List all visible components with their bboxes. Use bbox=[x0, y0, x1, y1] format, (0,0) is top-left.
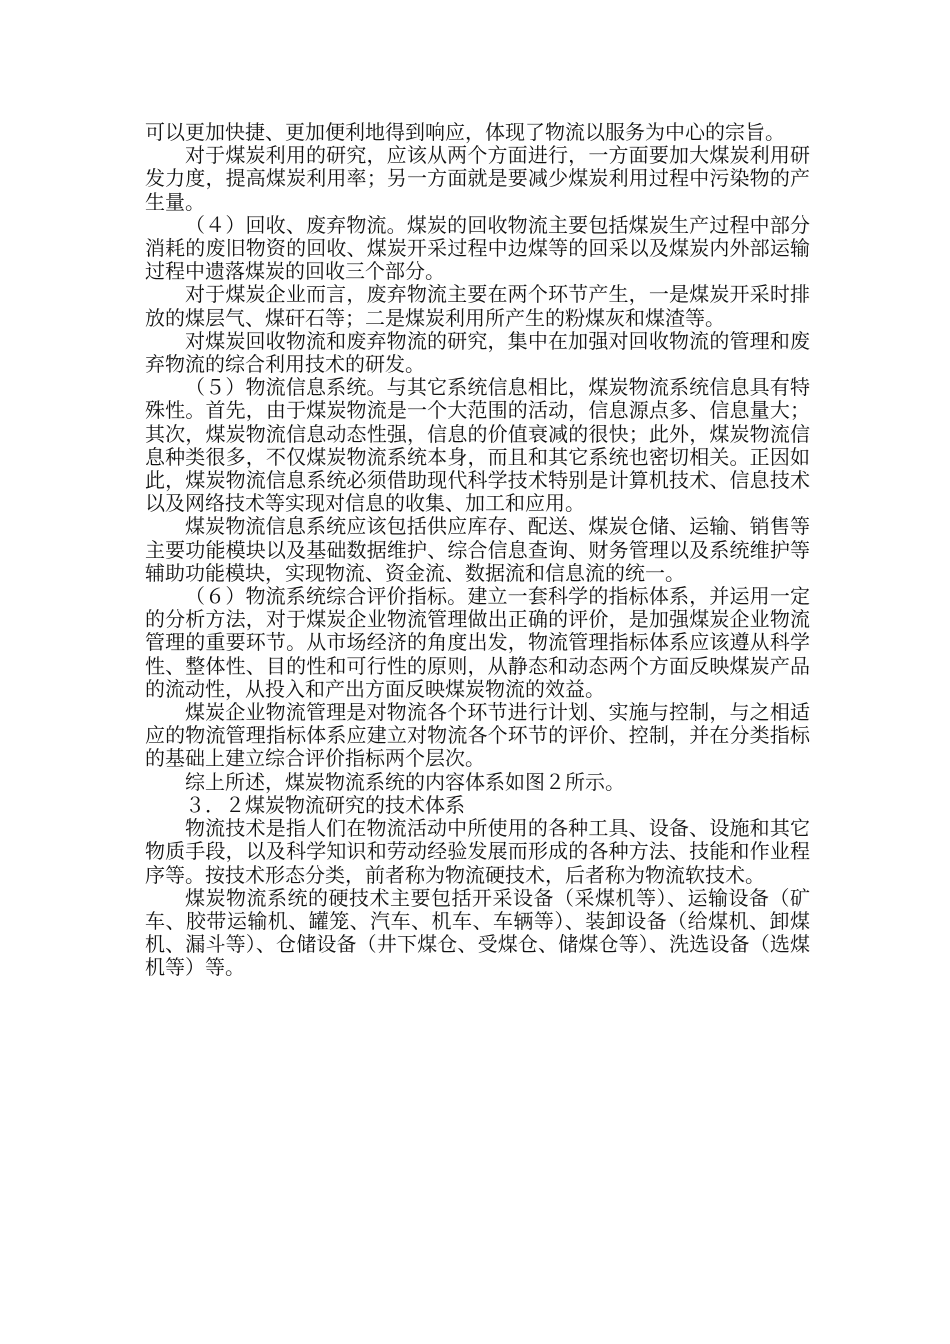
paragraph-recycling-logistics: （４）回收、废弃物流。煤炭的回收物流主要包括煤炭生产过程中部分消耗的废旧物资的回收、煤炭开采过程中边煤等的回采以及煤炭内外部运输过程中遗落煤炭的回收三个部分。 bbox=[145, 212, 810, 284]
paragraph-logistics-technology: 物流技术是指人们在物流活动中所使用的各种工具、设备、设施和其它物质手段，以及科学知识和劳动经验发展而形成的各种方法、技能和作业程序等。按技术形态分类，前者称为物流硬技术，后者称为物流软技术。 bbox=[145, 816, 810, 887]
paragraph-information-system: （５）物流信息系统。与其它系统信息相比，煤炭物流系统信息具有特殊性。首先，由于煤炭物流是一个大范围的活动，信息源点多、信息量大；其次，煤炭物流信息动态性强，信息的价值衰减的很快；此外，煤炭物流信息种类很多，不仅煤炭物流系统本身，而且和其它系统也密切相关。正因如此，煤炭物流信息系统必须借助现代科学技术特别是计算机技术、信息技术以及网络技术等实现对信息的收集、加工和应用。 bbox=[145, 375, 810, 516]
section-heading: ３．２煤炭物流研究的技术体系 bbox=[185, 792, 465, 817]
paragraph-coal-utilization: 对于煤炭利用的研究，应该从两个方面进行，一方面要加大煤炭利用研发力度，提高煤炭利用率；另一方面就是要减少煤炭利用过程中污染物的产生量。 bbox=[145, 143, 810, 214]
document-page bbox=[145, 121, 810, 980]
paragraph-evaluation-indicators: （６）物流系统综合评价指标。建立一套科学的指标体系，并运用一定的分析方法，对于煤炭企业物流管理做出正确的评价，是加强煤炭企业物流管理的重要环节。从市场经济的角度出发，物流管理指标体系应该遵从科学性、整体性、目的性和可行性的原则，从静态和动态两个方面反映煤炭产品的流动性，从投入和产出方面反映煤炭物流的效益。 bbox=[145, 584, 810, 701]
paragraph-recycling-research: 对煤炭回收物流和废弃物流的研究，集中在加强对回收物流的管理和废弃物流的综合利用技术的研发。 bbox=[145, 328, 810, 377]
paragraph-summary: 综上所述，煤炭物流系统的内容体系如图２所示。 bbox=[185, 769, 625, 794]
paragraph-management-indicators: 煤炭企业物流管理是对物流各个环节进行计划、实施与控制，与之相适应的物流管理指标体系应建立对物流各个环节的评价、控制，并在分类指标的基础上建立综合评价指标两个层次。 bbox=[145, 700, 810, 771]
paragraph-hard-technology: 煤炭物流系统的硬技术主要包括开采设备（采煤机等）、运输设备（矿车、胶带运输机、罐笼、汽车、机车、车辆等）、装卸设备（给煤机、卸煤机、漏斗等）、仓储设备（井下煤仓、受煤仓、储煤仓等）、洗选设备（选煤机等）等。 bbox=[145, 885, 810, 980]
paragraph-information-modules: 煤炭物流信息系统应该包括供应库存、配送、煤炭仓储、运输、销售等主要功能模块以及基础数据维护、综合信息查询、财务管理以及系统维护等辅助功能模块，实现物流、资金流、数据流和信息流的统一。 bbox=[145, 514, 810, 585]
paragraph-waste-logistics: 对于煤炭企业而言，废弃物流主要在两个环节产生，一是煤炭开采时排放的煤层气、煤矸石等；二是煤炭利用所产生的粉煤灰和煤渣等。 bbox=[145, 282, 810, 330]
paragraph-continuation: 可以更加快捷、更加便利地得到响应，体现了物流以服务为中心的宗旨。 bbox=[145, 120, 785, 144]
